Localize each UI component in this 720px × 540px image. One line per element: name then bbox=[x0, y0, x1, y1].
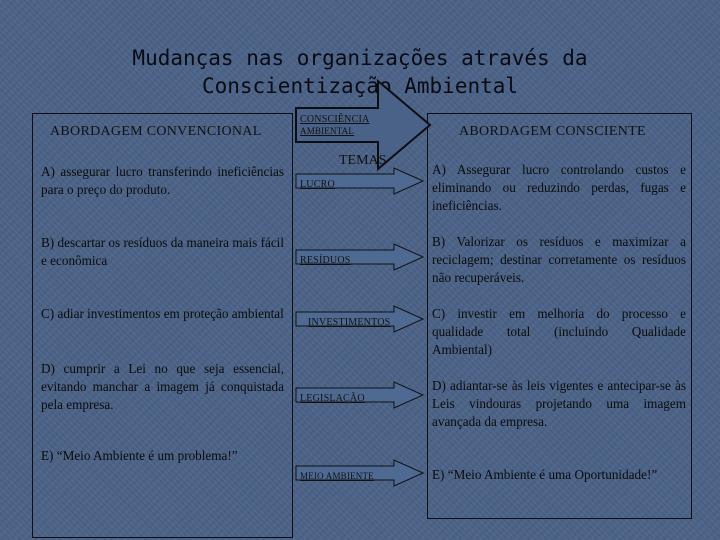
theme-legislacao: LEGISLAÇÃO bbox=[300, 393, 365, 404]
conventional-item-d: D) cumprir a Lei no que seja essencial, evitando manchar a imagem já conquistada pela empresa. bbox=[41, 361, 284, 412]
conscious-header: ABORDAGEM CONSCIENTE bbox=[459, 124, 646, 139]
conventional-item-b: B) descartar os resíduos da maneira mais fácil e econômica bbox=[41, 235, 284, 268]
conventional-header: ABORDAGEM CONVENCIONAL bbox=[50, 124, 262, 139]
conscious-item-b: B) Valorizar os resíduos e maximizar a reciclagem; destinar corretamente os resíduos não recuperáveis. bbox=[432, 234, 686, 285]
conscious-item-d: D) adiantar-se às leis vigentes e antecipar-se às Leis vindouras projetando uma imagem avançada da empresa. bbox=[432, 378, 686, 429]
conventional-item-a: A) assegurar lucro transferindo ineficiências para o preço do produto. bbox=[41, 164, 284, 197]
temas-label: TEMAS bbox=[339, 153, 387, 168]
title-line-1: Mudanças nas organizações através da bbox=[132, 46, 588, 70]
theme-lucro: LUCRO bbox=[300, 179, 335, 190]
arrow-label-line-2: AMBIENTAL bbox=[300, 126, 355, 136]
theme-investimentos: INVESTIMENTOS bbox=[308, 317, 391, 328]
conscious-item-c: C) investir em melhoria do processo e qualidade total (incluindo Qualidade Ambiental) bbox=[432, 306, 686, 357]
conscious-item-a: A) Assegurar lucro controlando custos e eliminando ou reduzindo perdas, fugas e ineficiências. bbox=[432, 162, 686, 213]
theme-meio-ambiente: MEIO AMBIENTE bbox=[300, 471, 374, 481]
title-line-2: Conscientização Ambiental bbox=[201, 74, 519, 98]
conventional-item-e: E) “Meio Ambiente é um problema!” bbox=[41, 448, 238, 463]
conscious-item-e: E) “Meio Ambiente é uma Oportunidade!” bbox=[432, 467, 658, 482]
theme-residuos: RESÍDUOS bbox=[300, 255, 351, 266]
conventional-item-c: C) adiar investimentos em proteção ambiental bbox=[41, 306, 284, 321]
arrow-label-line-1: CONSCIÊNCIA bbox=[300, 114, 370, 125]
